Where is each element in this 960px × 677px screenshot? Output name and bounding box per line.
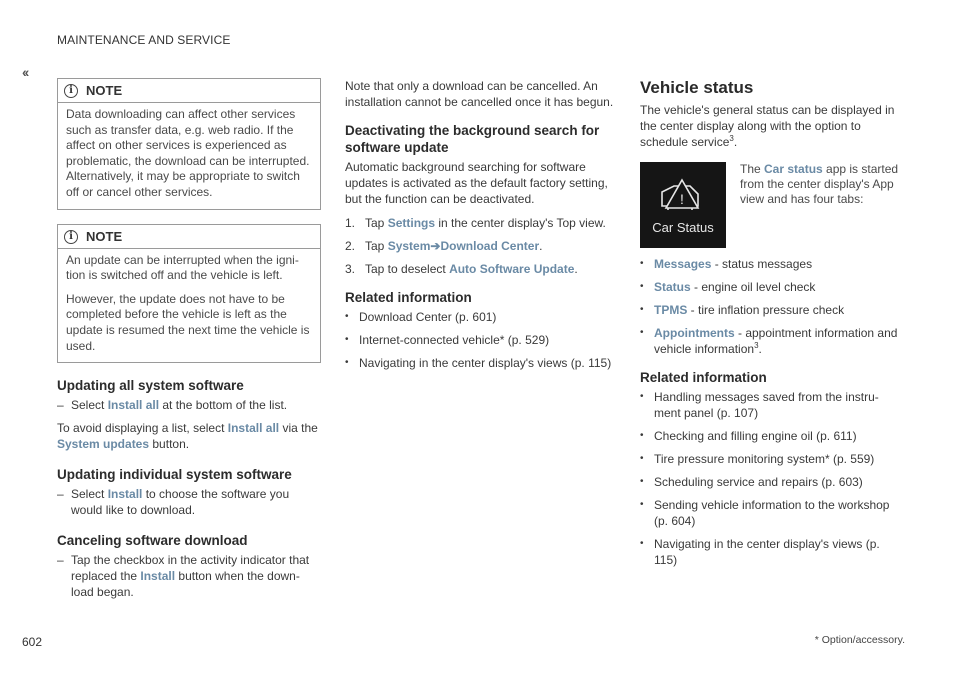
bullet-icon: •	[640, 453, 644, 464]
column-1	[57, 78, 321, 607]
dash-text: Select Install all at the bottom of the list.	[71, 398, 288, 413]
ui-term-auto-software-update: Auto Software Update	[449, 262, 575, 276]
ui-term-messages: Messages	[654, 257, 712, 271]
related-link[interactable]: • Handling messages saved from the instru-ment panel (p. 107)	[640, 390, 879, 420]
step-text: Tap to deselect Auto Software Update.	[365, 262, 578, 276]
step-text: Tap System➔Download Center.	[365, 239, 543, 253]
info-icon: i	[64, 230, 78, 244]
ui-term-install: Install	[140, 569, 176, 584]
bullet-icon: •	[640, 538, 644, 549]
step-number: 3.	[345, 262, 356, 276]
note-body	[58, 249, 320, 363]
car-status-figure	[640, 162, 904, 248]
bullet-icon: •	[640, 304, 644, 315]
info-icon: i	[64, 84, 78, 98]
note-text: Data downloading can affect other services such as transfer data, e.g. web radio. If the affect on other services is experienced as problematic, the download can be interrupted. Alternatively, it may be appropriate to switch off or cancel other services.	[66, 107, 310, 199]
ui-term-status: Status	[654, 280, 691, 294]
dash-mark: –	[57, 487, 64, 502]
tab-item: • Appointments - appointment information and vehicle information$^3$.	[640, 326, 898, 356]
ui-term-install-all: Install all	[227, 421, 280, 436]
arrow-right-icon: ➔	[430, 239, 441, 253]
ui-term-appointments: Appointments	[654, 326, 735, 340]
bullet-icon: •	[640, 391, 644, 402]
section-heading-deactivate: Deactivating the background search for software update	[345, 123, 600, 155]
note-text: However, the update does not have to be completed before the vehicle is left as the update is resumed the next time the vehicle is used.	[66, 291, 310, 353]
note-header	[58, 79, 320, 103]
dash-text: Tap the checkbox in the activity indicator that replaced the Install button when the down-load began.	[71, 553, 310, 600]
step-item	[345, 238, 615, 254]
related-link[interactable]: • Scheduling service and repairs (p. 603)	[640, 475, 863, 489]
bullet-icon: •	[640, 499, 644, 510]
ui-term-install-all: Install all	[107, 398, 160, 413]
bullet-icon: •	[345, 311, 349, 322]
section-heading-vehicle-status: Vehicle status	[640, 78, 754, 97]
bullet-icon: •	[640, 430, 644, 441]
note-title: NOTE	[86, 83, 123, 98]
ui-term-system-updates: System updates	[57, 437, 150, 452]
car-status-text: The Car status app is started from the center display's App view and has four tabs:	[740, 162, 899, 206]
dash-item	[57, 552, 321, 600]
footnote-option: * Option/accessory.	[814, 634, 905, 646]
note-text: An update can be interrupted when the igni-tion is switched off and the vehicle is left.	[66, 252, 299, 283]
footnote-ref: 3	[729, 134, 734, 143]
related-link[interactable]: • Internet-connected vehicle* (p. 529)	[345, 333, 550, 347]
note-box-2	[57, 224, 321, 364]
svg-text:!: !	[680, 191, 684, 207]
related-link[interactable]: • Checking and filling engine oil (p. 611)	[640, 429, 857, 443]
step-number: 1.	[345, 216, 356, 230]
dash-mark: –	[57, 398, 64, 413]
bullet-icon: •	[640, 258, 644, 269]
paragraph: Automatic background searching for software updates is activated as the default factory setting, but the function can be deactivated.	[345, 160, 608, 206]
footnote-ref: 3	[754, 341, 759, 350]
related-link[interactable]: • Download Center (p. 601)	[345, 310, 497, 324]
note-box-1	[57, 78, 321, 210]
note-body	[58, 103, 320, 209]
bullet-icon: •	[640, 476, 644, 487]
ui-term-tpms: TPMS	[654, 303, 688, 317]
app-label: Car Status	[652, 220, 714, 235]
tab-item: • Messages - status messages	[640, 257, 813, 271]
related-link[interactable]: • Navigating in the center display's views (p. 115)	[640, 537, 880, 567]
tab-item: • TPMS - tire inflation pressure check	[640, 303, 845, 317]
bullet-icon: •	[345, 357, 349, 368]
column-3	[640, 78, 904, 575]
ui-term-download-center: Download Center	[440, 239, 540, 253]
paragraph: To avoid displaying a list, select Install all via the System updates button.	[57, 421, 318, 452]
dash-item	[57, 397, 321, 413]
dash-text: Select Install to choose the software you would like to download.	[71, 487, 290, 518]
related-link[interactable]: • Tire pressure monitoring system* (p. 559)	[640, 452, 875, 466]
dash-item	[57, 486, 321, 518]
ui-term-car-status: Car status	[764, 162, 823, 176]
tab-item: • Status - engine oil level check	[640, 280, 816, 294]
related-link[interactable]: • Navigating in the center display's views (p. 115)	[345, 356, 612, 370]
note-title: NOTE	[86, 228, 123, 244]
page-number: 602	[22, 635, 43, 649]
note-header	[58, 225, 320, 249]
step-number: 2.	[345, 239, 356, 253]
related-info-heading: Related information	[640, 370, 767, 385]
ui-term-settings: Settings	[387, 216, 436, 230]
ui-term-install: Install	[107, 487, 143, 502]
paragraph: The vehicle's general status can be displayed in the center display along with the option to schedule service$^3$.	[640, 103, 895, 149]
step-item	[345, 261, 615, 277]
related-info-heading: Related information	[345, 290, 472, 305]
step-item	[345, 215, 615, 231]
related-link[interactable]: • Sending vehicle information to the workshop (p. 604)	[640, 498, 890, 528]
section-heading-update-all: Updating all system software	[57, 378, 244, 394]
back-chevrons-icon[interactable]: ‹‹	[22, 64, 28, 80]
bullet-icon: •	[640, 327, 644, 338]
page-header: MAINTENANCE AND SERVICE	[57, 33, 231, 47]
section-heading-update-individual: Updating individual system software	[57, 467, 292, 483]
bullet-icon: •	[345, 334, 349, 345]
paragraph: Note that only a download can be cancelled. An installation cannot be cancelled once it has begun.	[345, 79, 614, 109]
column-2	[345, 78, 615, 378]
step-text: Tap Settings in the center display's Top view.	[365, 216, 606, 230]
section-heading-cancel-download: Canceling software download	[57, 533, 248, 549]
ui-term-system: System	[387, 239, 431, 253]
bullet-icon: •	[640, 281, 644, 292]
car-status-app-icon	[640, 162, 726, 248]
dash-mark: –	[57, 553, 64, 568]
